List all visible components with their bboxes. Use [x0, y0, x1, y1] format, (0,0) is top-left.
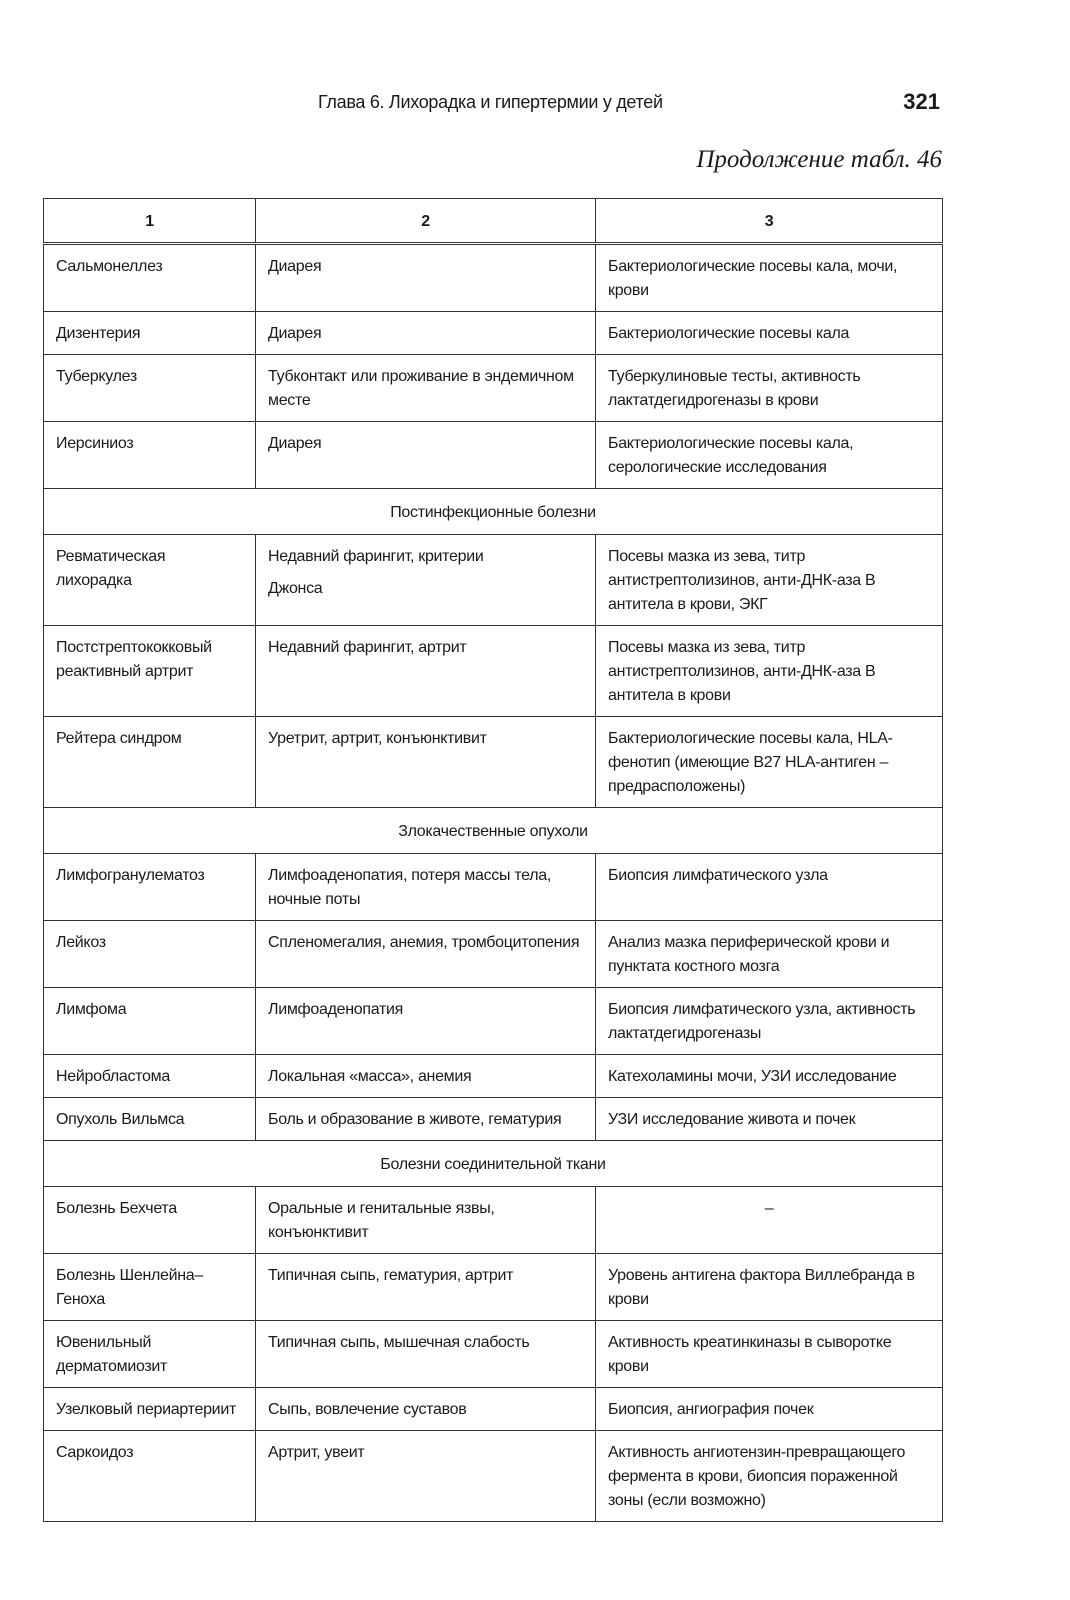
disease-cell: Лимфома	[44, 988, 256, 1055]
signs-cell: Оральные и генитальные язвы, конъюнктивит	[256, 1187, 596, 1254]
signs-cell: Сыпь, вовлечение суставов	[256, 1388, 596, 1431]
section-heading: Постинфекционные болезни	[44, 489, 943, 535]
table-row	[44, 854, 943, 921]
signs-cell: Лимфоаденопатия	[256, 988, 596, 1055]
tests-cell: Биопсия, ангиография почек	[596, 1388, 943, 1431]
signs-cell: Боль и образование в животе, гематурия	[256, 1098, 596, 1141]
section-row	[44, 489, 943, 535]
column-header-1: 1	[44, 199, 256, 244]
tests-cell: Бактериологические посевы кала, HLA-фенотип (имеющие B27 HLA-антиген – предрасположены)	[596, 717, 943, 808]
table-row	[44, 422, 943, 489]
table-row	[44, 1321, 943, 1388]
disease-cell: Узелковый периартериит	[44, 1388, 256, 1431]
section-heading: Болезни соединительной ткани	[44, 1141, 943, 1187]
table-row	[44, 244, 943, 312]
table-row	[44, 921, 943, 988]
disease-cell: Лимфогранулематоз	[44, 854, 256, 921]
table-row	[44, 1098, 943, 1141]
signs-cell: Типичная сыпь, гематурия, артрит	[256, 1254, 596, 1321]
section-heading: Злокачественные опухоли	[44, 808, 943, 854]
disease-cell: Сальмонеллез	[44, 244, 256, 312]
tests-cell: Посевы мазка из зева, титр антистрептолизинов, анти-ДНК-аза В антитела в крови	[596, 626, 943, 717]
disease-cell: Саркоидоз	[44, 1431, 256, 1522]
tests-cell: УЗИ исследование живота и почек	[596, 1098, 943, 1141]
tests-cell: Биопсия лимфатического узла, активность лактатдегидрогеназы	[596, 988, 943, 1055]
signs-cell: Диарея	[256, 244, 596, 312]
tests-cell: Активность креатинкиназы в сыворотке крови	[596, 1321, 943, 1388]
signs-text: Недавний фарингит, критерии	[268, 548, 484, 565]
disease-cell: Болезнь Шенлейна–Геноха	[44, 1254, 256, 1321]
disease-cell: Лейкоз	[44, 921, 256, 988]
tests-cell: –	[596, 1187, 943, 1254]
signs-cell: Уретрит, артрит, конъюнктивит	[256, 717, 596, 808]
signs-cell: Диарея	[256, 312, 596, 355]
signs-cell: Артрит, увеит	[256, 1431, 596, 1522]
tests-cell: Туберкулиновые тесты, активность лактатдегидрогеназы в крови	[596, 355, 943, 422]
table-row	[44, 1254, 943, 1321]
signs-cell: Недавний фарингит, артрит	[256, 626, 596, 717]
disease-cell: Ювенильный дерматомиозит	[44, 1321, 256, 1388]
table-row	[44, 988, 943, 1055]
tests-cell: Активность ангиотензин-превращающего фермента в крови, биопсия пораженной зоны (если возможно)	[596, 1431, 943, 1522]
tests-cell: Биопсия лимфатического узла	[596, 854, 943, 921]
disease-cell: Нейробластома	[44, 1055, 256, 1098]
tests-cell: Бактериологические посевы кала, серологические исследования	[596, 422, 943, 489]
table-row	[44, 1187, 943, 1254]
tests-cell: Катехоламины мочи, УЗИ исследование	[596, 1055, 943, 1098]
table-row	[44, 1431, 943, 1522]
table-continuation-label: Продолжение табл. 46	[696, 146, 942, 173]
tests-cell: Бактериологические посевы кала	[596, 312, 943, 355]
disease-cell: Опухоль Вильмса	[44, 1098, 256, 1141]
table-row	[44, 355, 943, 422]
section-row	[44, 808, 943, 854]
tests-cell: Уровень антигена фактора Виллебранда в крови	[596, 1254, 943, 1321]
signs-cell: Тубконтакт или проживание в эндемичном месте	[256, 355, 596, 422]
page-number: 321	[903, 89, 940, 114]
table-row	[44, 1388, 943, 1431]
signs-cell	[256, 535, 596, 626]
signs-cell: Спленомегалия, анемия, тромбоцитопения	[256, 921, 596, 988]
tests-cell: Бактериологические посевы кала, мочи, крови	[596, 244, 943, 312]
page-header	[0, 89, 1070, 122]
disease-cell: Дизентерия	[44, 312, 256, 355]
chapter-title: Глава 6. Лихорадка и гипертермии у детей	[318, 92, 663, 112]
table-row	[44, 312, 943, 355]
disease-cell: Болезнь Бехчета	[44, 1187, 256, 1254]
table-header-row	[44, 199, 943, 244]
table-row	[44, 535, 943, 626]
disease-cell: Рейтера синдром	[44, 717, 256, 808]
table-row	[44, 626, 943, 717]
table-row	[44, 717, 943, 808]
signs-text-continued: Джонса	[268, 580, 323, 597]
table-46	[43, 198, 943, 1522]
tests-cell: Посевы мазка из зева, титр антистрептолизинов, анти-ДНК-аза В антитела в крови, ЭКГ	[596, 535, 943, 626]
signs-cell: Типичная сыпь, мышечная слабость	[256, 1321, 596, 1388]
column-header-2: 2	[256, 199, 596, 244]
column-header-3: 3	[596, 199, 943, 244]
disease-cell: Иерсиниоз	[44, 422, 256, 489]
signs-cell: Лимфоаденопатия, потеря массы тела, ночные поты	[256, 854, 596, 921]
disease-cell: Ревматическая лихорадка	[44, 535, 256, 626]
tests-cell: Анализ мазка периферической крови и пунктата костного мозга	[596, 921, 943, 988]
table-row	[44, 1055, 943, 1098]
section-row	[44, 1141, 943, 1187]
signs-cell: Диарея	[256, 422, 596, 489]
disease-cell: Туберкулез	[44, 355, 256, 422]
disease-cell: Постстрептококковый реактивный артрит	[44, 626, 256, 717]
signs-cell: Локальная «масса», анемия	[256, 1055, 596, 1098]
